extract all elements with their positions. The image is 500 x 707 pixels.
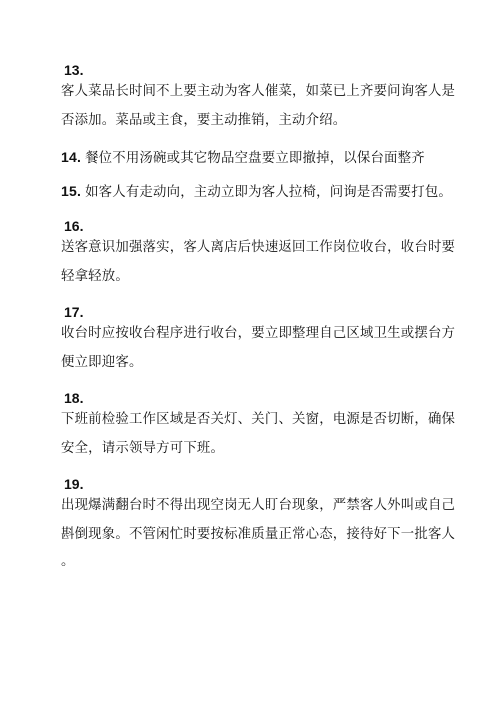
item-19-number: 19. (64, 476, 84, 492)
item-17-number: 17. (64, 304, 84, 320)
item-16-line-2: 轻拿轻放。 (61, 269, 129, 284)
item-18-number: 18. (64, 390, 84, 406)
item-17-line-1: 收台时应按收台程序进行收台，要立即整理自己区域卫生或摆台方 (61, 326, 456, 341)
item-14 (61, 148, 425, 168)
item-17-line-2: 便立即迎客。 (61, 355, 143, 370)
item-15-text: 如客人有走动向，主动立即为客人拉椅，问询是否需要打包。 (85, 185, 453, 200)
item-18-line-2: 安全，请示领导方可下班。 (61, 441, 225, 456)
item-15 (61, 182, 452, 202)
item-19-line-1: 出现爆满翻台时不得出现空岗无人盯台现象，严禁客人外叫或自己 (61, 498, 456, 513)
item-19-line-3: 。 (61, 554, 75, 569)
item-16-number: 16. (64, 218, 84, 234)
item-13-line-1: 客人菜品长时间不上要主动为客人催菜，如菜已上齐要问询客人是 (61, 84, 456, 99)
item-19-line-2: 斟倒现象。不管闲忙时要按标准质量正常心态，接待好下一批客人 (61, 527, 456, 542)
item-13-line-2: 否添加。菜品或主食，要主动推销，主动介绍。 (61, 113, 347, 128)
item-14-number: 14. (61, 149, 82, 165)
item-14-text: 餐位不用汤碗或其它物品空盘要立即撤掉，以保台面整齐 (85, 151, 425, 166)
item-15-number: 15. (61, 183, 82, 199)
item-16-line-1: 送客意识加强落实，客人离店后快速返回工作岗位收台，收台时要 (61, 240, 456, 255)
item-13-number: 13. (64, 62, 84, 78)
item-18-line-1: 下班前检验工作区域是否关灯、关门、关窗，电源是否切断，确保 (61, 412, 456, 427)
